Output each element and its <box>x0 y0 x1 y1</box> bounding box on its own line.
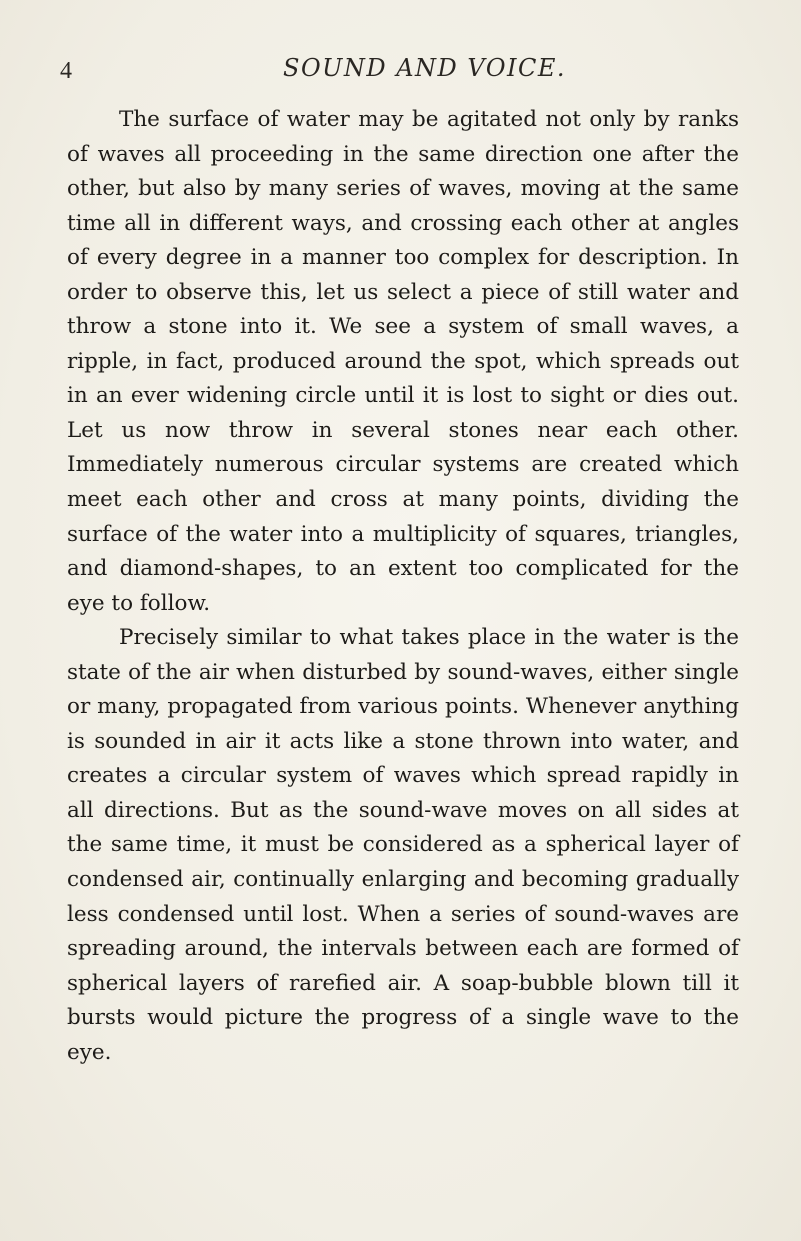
page-header <box>0 50 801 90</box>
page-number: 4 <box>60 58 72 84</box>
body-text <box>67 103 739 1070</box>
paragraph-1: The surface of water may be agitated not only by ranks of waves all proceeding in the same direction one after the other, but also by many series of waves, moving at the same time all in different ways, and crossing each other at angles of every degree in a manner too complex for description. In order to observe this, let us select a piece of still water and throw a stone into it. We see a system of small waves, a ripple, in fact, produced around the spot, which spreads out in an ever widening circle until it is lost to sight or dies out. Let us now throw in several stones near each other. Immediately numerous circular systems are created which meet each other and cross at many points, dividing the surface of the water into a multiplicity of squares, triangles, and diamond-shapes, to an extent too complicated for the eye to follow. <box>67 107 739 616</box>
running-title: SOUND AND VOICE. <box>283 54 566 82</box>
paragraph-2: Precisely similar to what takes place in the water is the state of the air when disturbed by sound-waves, either single or many, propagated from various points. Whenever anything is sounded in air it acts like a stone thrown into water, and creates a circular system of waves which spread rapidly in all directions. But as the sound-wave moves on all sides at the same time, it must be considered as a spherical layer of condensed air, continually enlarging and becoming gradually less condensed until lost. When a series of sound-waves are spreading around, the intervals between each are formed of spherical layers of rarefied air. A soap-bubble blown till it bursts would picture the progress of a single wave to the eye. <box>67 625 739 1065</box>
